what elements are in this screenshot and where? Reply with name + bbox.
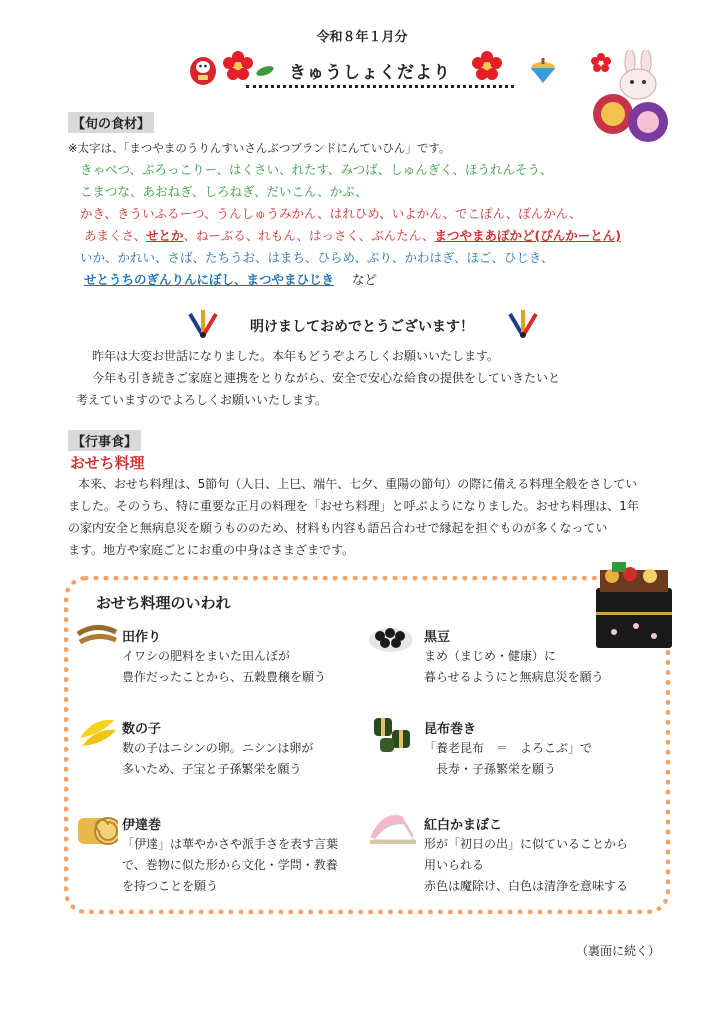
osechi-item-text: 用いられる <box>424 858 485 872</box>
kamaboko-icon <box>368 808 418 846</box>
brand-ingredient: せとうちのぎんりんにぼし、まつやまひじき <box>84 272 335 287</box>
osechi-item-text: 暮らせるようにと無病息災を願う <box>424 670 604 684</box>
brand-ingredient: せとか <box>146 228 184 243</box>
osechi-item-text: まめ（まじめ・健康）に <box>424 649 557 663</box>
ingredient-text: あまくさ、 <box>84 228 147 243</box>
datemaki-icon <box>76 808 118 848</box>
greeting-paragraph-2: 今年も引き続きご家庭と連携をとりながら、安全で安心な給食の提供をしていきたいと <box>92 371 561 385</box>
issue-date: 令和８年１月分 <box>316 30 408 45</box>
tazukuri-icon <box>76 620 118 650</box>
title-underline <box>246 85 514 88</box>
newsletter-title: きゅうしょくだより <box>289 63 451 83</box>
kuromame-icon <box>368 620 414 654</box>
osechi-paragraph-4: ます。地方や家庭ごとにお重の中身はさまざまです。 <box>68 543 355 557</box>
kazunoko-icon <box>76 714 118 748</box>
ingredient-text: 、ねーぶる、れもん、はっさく、ぶんたん、 <box>183 228 435 243</box>
seasonal-note: ※太字は、「まつやまのうりんすいさんぶつブランドにんていひん」です。 <box>68 141 451 155</box>
osechi-box-title: おせち料理のいわれ <box>96 594 231 612</box>
osechi-item-text: イワシの肥料をまいた田んぼが <box>122 649 291 663</box>
osechi-item-title: 昆布巻き <box>424 722 477 737</box>
ingredient-line-vegetables: きゃべつ、ぶろっこりー、はくさい、れたす、みつば、しゅんぎく、ほうれんそう、 <box>80 162 553 177</box>
jubako-box-icon <box>592 556 676 652</box>
ingredient-text: など <box>352 272 378 287</box>
osechi-heading: おせち料理 <box>70 454 145 472</box>
osechi-item-text: 形が「初日の出」に似ていることから <box>424 837 629 851</box>
osechi-item-text: 赤色は魔除け、白色は清浄を意味する <box>424 879 629 893</box>
greeting-title: 明けましておめでとうございます！ <box>250 319 474 335</box>
osechi-item-title: 数の子 <box>122 722 162 737</box>
osechi-item-title: 黒豆 <box>424 630 451 645</box>
ingredient-line-seafood-2 <box>84 270 377 288</box>
continued-note: （裏面に続く） <box>575 944 660 958</box>
section-label-seasonal: 【旬の食材】 <box>68 112 154 133</box>
ingredient-line-fruits-2 <box>84 226 621 244</box>
osechi-item-text: 多いため、子宝と子孫繁栄を願う <box>122 762 302 776</box>
rabbit-with-temari-icon <box>590 50 686 150</box>
ingredient-line-vegetables-2: こまつな、あおねぎ、しろねぎ、だいこん、かぶ、 <box>80 184 368 199</box>
osechi-item-title: 紅白かまぼこ <box>424 818 503 833</box>
section-label-event: 【行事食】 <box>68 430 141 451</box>
osechi-paragraph-2: ました。そのうち、特に重要な正月の料理を「おせち料理」と呼ぶようになりました。おせち料理は、1年 <box>68 499 639 513</box>
fan-decoration-icon <box>506 308 540 338</box>
osechi-item-text: を持つことを願う <box>122 879 219 893</box>
osechi-item-text: 数の子はニシンの卵。ニシンは卵が <box>122 741 314 755</box>
ingredient-line-fruits: かき、きういふるーつ、うんしゅうみかん、はれひめ、いよかん、でこぽん、ぽんかん、 <box>80 206 582 221</box>
osechi-paragraph-3: の家内安全と無病息災を願うもののため、材料も内容も語呂合わせで縁起を担ぐものが多くなってい <box>68 521 608 535</box>
osechi-item-title: 田作り <box>122 630 162 645</box>
osechi-item-text: 長寿・子孫繁栄を願う <box>424 762 557 776</box>
osechi-item-text: で、巻物に似た形から文化・学問・教養 <box>122 858 338 872</box>
ingredient-line-seafood: いか、かれい、さば、たちうお、はまち、ひらめ、ぶり、かわはぎ、ほご、ひじき、 <box>80 250 554 265</box>
daruma-icon <box>188 54 218 86</box>
osechi-paragraph-1: 本来、おせち料理は、5節句（人日、上巳、端午、七夕、重陽の節句）の際に備える料理全般をさしてい <box>78 477 638 491</box>
osechi-item-text: 豊作だったことから、五穀豊穣を願う <box>122 670 327 684</box>
kobumaki-icon <box>372 714 418 754</box>
greeting-paragraph-1: 昨年は大変お世話になりました。本年もどうぞよろしくお願いいたします。 <box>92 349 500 363</box>
osechi-item-text: 「伊達」は華やかさや派手さを表す言葉 <box>122 837 339 851</box>
spinning-top-icon <box>528 56 558 86</box>
plum-flower-icon <box>470 50 504 82</box>
brand-ingredient: まつやまあぽかど(ぴんかーとん) <box>434 228 621 243</box>
greeting-paragraph-3: 考えていますのでよろしくお願いいたします。 <box>76 393 328 407</box>
osechi-item-title: 伊達巻 <box>122 818 162 833</box>
osechi-item-text: 「養老昆布 ＝ よろこぶ」で <box>424 741 593 755</box>
